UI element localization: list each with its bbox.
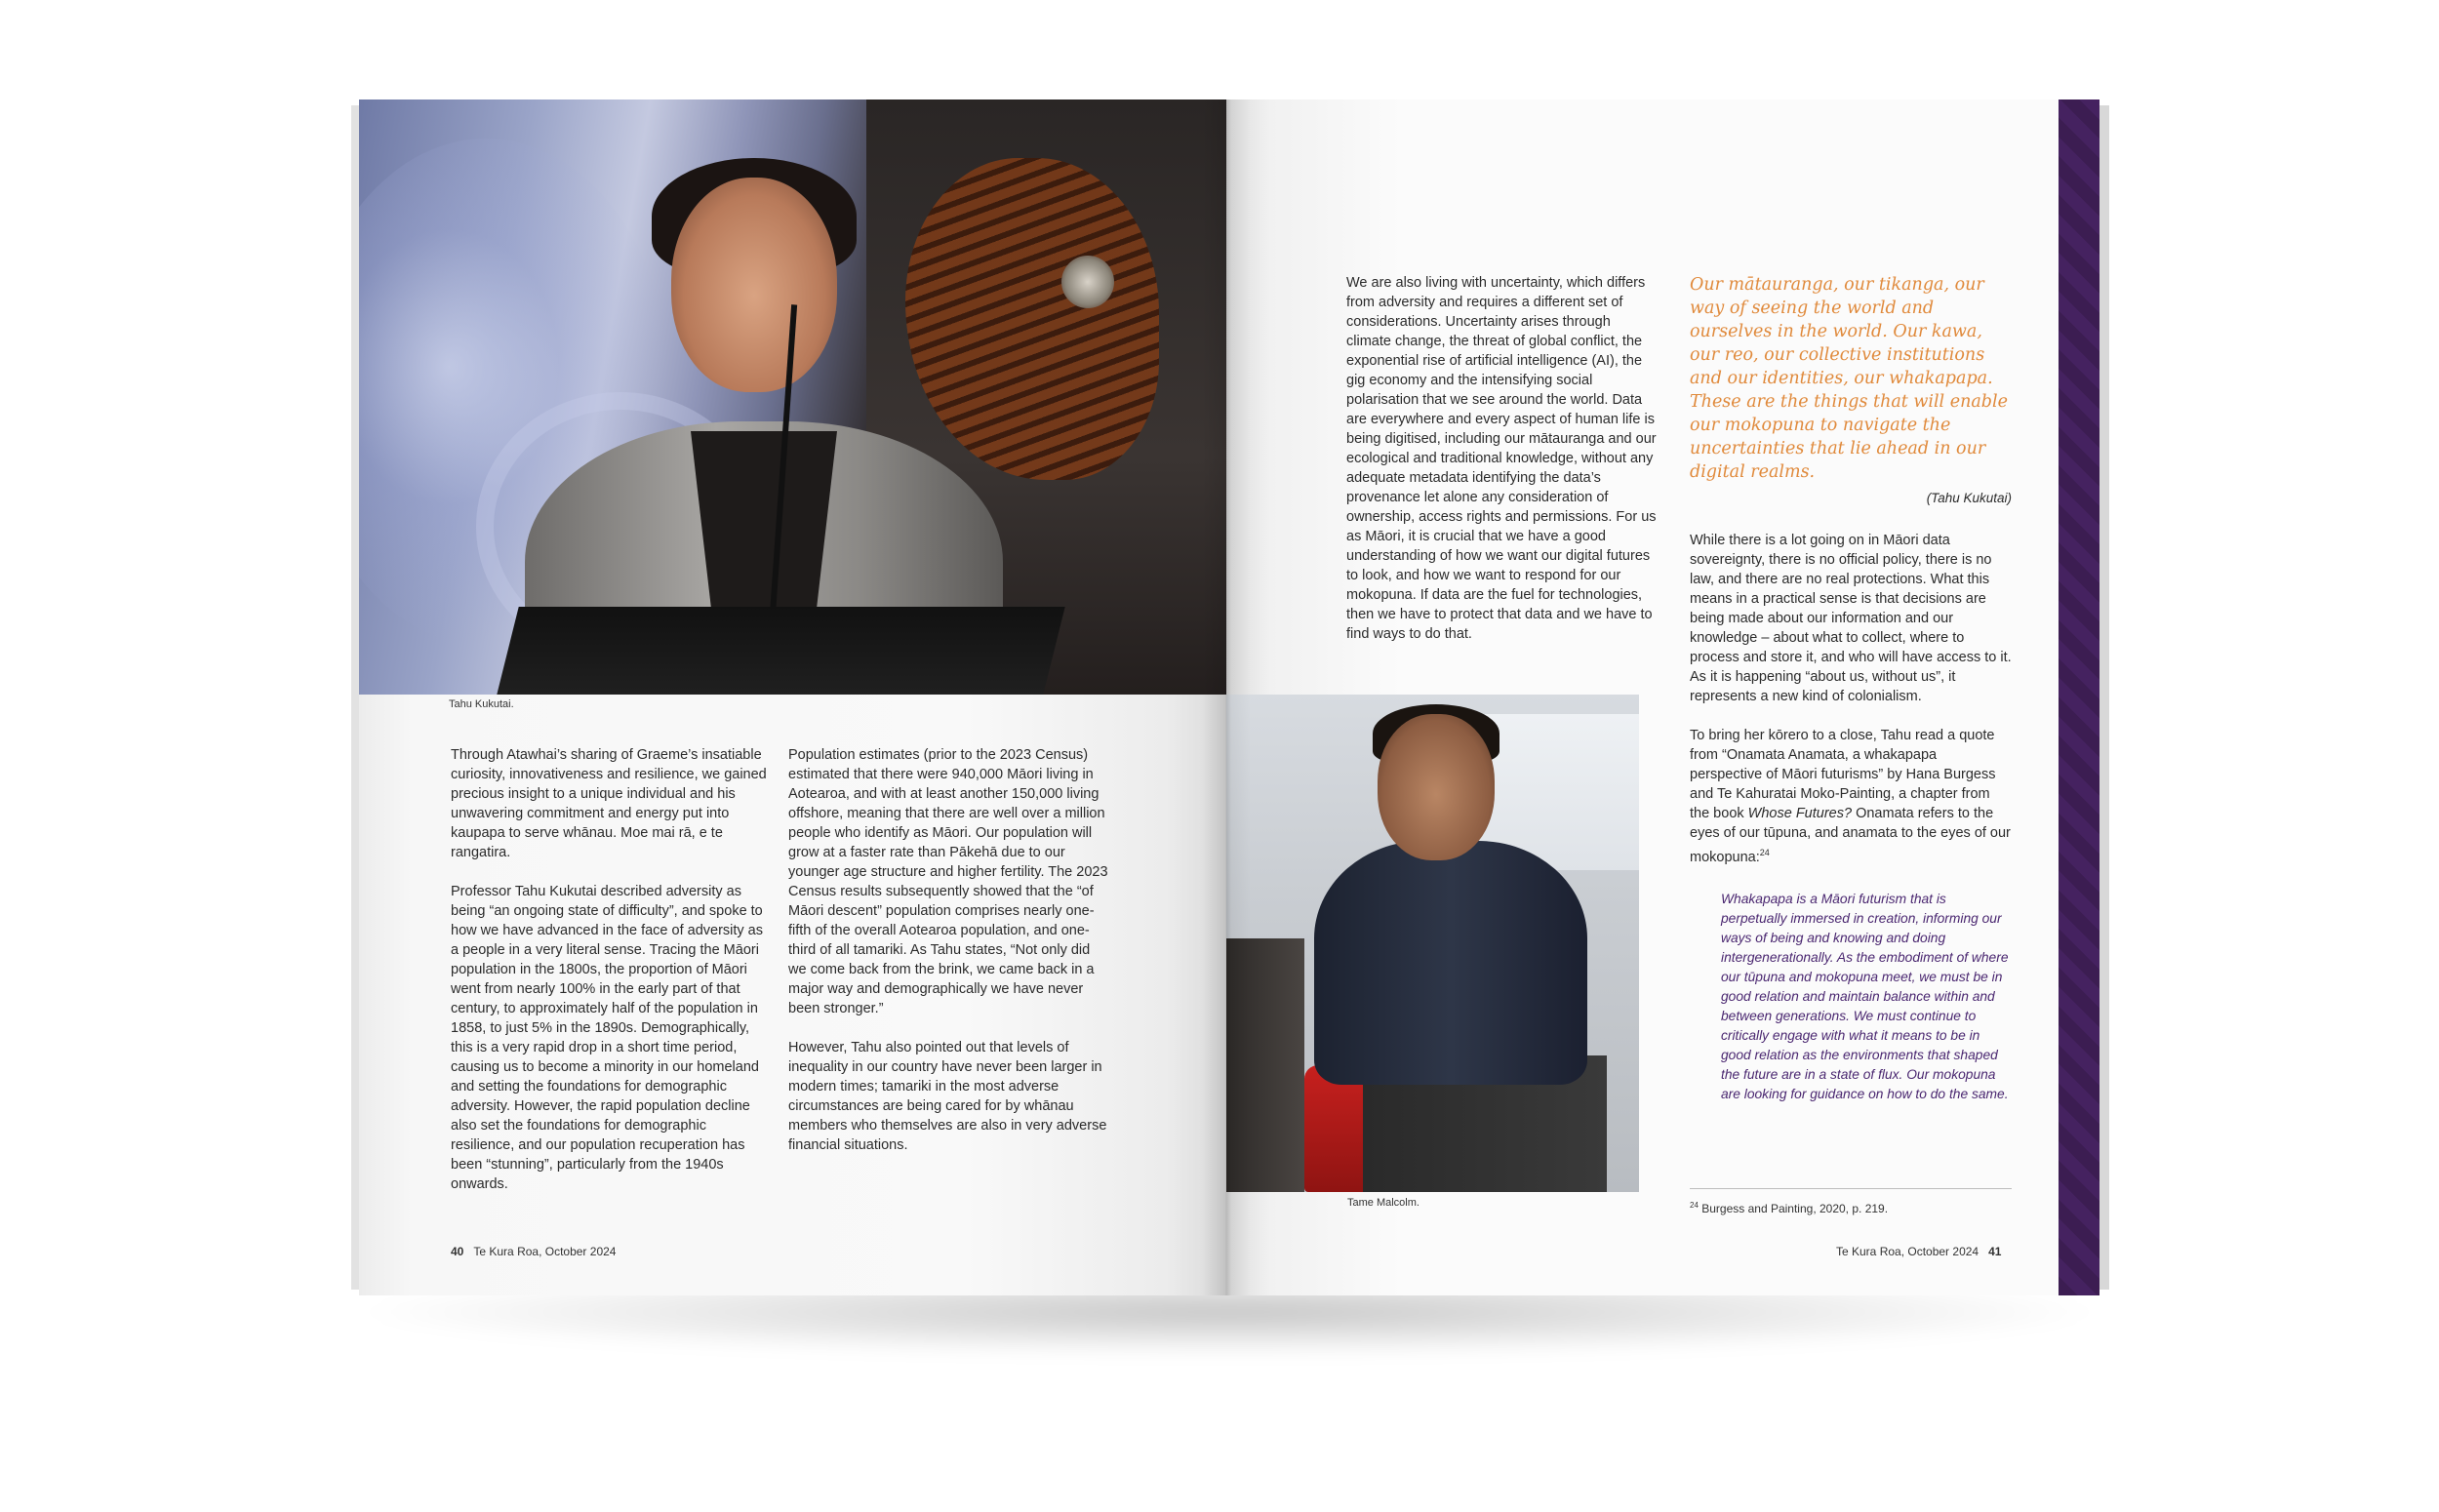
paragraph: Professor Tahu Kukutai described adversity as being “an ongoing state of difficulty”, and spoke to how we have advanced in the face of adversity as a people in a very literal sense. Tracing the Māori population in the 1800s, the proportion of Māori went from nearly 100% in the early part of that century, to approximately half of the population in 1858, to just 5% in the 1890s. Demographically, this is a very rapid drop in a short time period, causing us to become a minority in our homeland and setting the foundations for demographic adversity. However, the rapid population decline also set the foundations for demographic resilience, and our population recuperation has been “stunning”, particularly from the 1940s onwards. (451, 884, 763, 1192)
text-run: To bring her kōrero to a close, Tahu read a quote from “Onamata Anamata, a whakapapa perspective of Māori futurisms” by Hana Burgess and Te Kahuratai Moko-Painting, a chapter from the book (1690, 728, 1996, 821)
left-column-1 (451, 745, 773, 1214)
folio-left (451, 1245, 616, 1258)
footnote-text: Burgess and Painting, 2020, p. 219. (1698, 1202, 1889, 1215)
page-number: 40 (451, 1245, 464, 1258)
carving-paua-eye (1061, 256, 1114, 308)
pull-quote: Our mātauranga, our tikanga, our way of seeing the world and ourselves in the world. Our kawa, our reo, our collective institutions and our identities, our whakapapa. These are the things that will enable our mokopuna to navigate the uncertainties that lie ahead in our digital realms. (1690, 275, 2008, 482)
paragraph: While there is a lot going on in Māori data sovereignty, there is no official policy, there is no law, and there are no real protections. What this means in a practical sense is that decisions are being made about our information and our knowledge – about what to collect, where to process and store it, and who will have access to it. As it is happening “about us, without us”, it represents a new kind of colonialism. (1690, 533, 2012, 704)
dark-shirt (1314, 841, 1587, 1085)
photo-tame-malcolm (1226, 695, 1639, 1192)
photo-tahu-kukutai (359, 99, 1226, 695)
block-quote: Whakapapa is a Māori futurism that is perpetually immersed in creation, informing our ways of being and knowing and doing intergenerationally. As the embodiment of where our tūpuna and mokopuna meet, we must be in good relation and maintain balance within and between generations. We must continue to critically engage with what it means to be in good relation as the environments that shaped the future are in a state of flux. Our mokopuna are looking for guidance on how to do the same. (1721, 892, 2009, 1101)
paragraph: Through Atawhai’s sharing of Graeme’s insatiable curiosity, innovativeness and resilience, we gained precious insight to a unique individual and his unwavering commitment and energy put into kaupapa to serve whānau. Moe mai rā, e te rangatira. (451, 747, 767, 860)
paragraph (1690, 726, 2012, 867)
page-stack-left (351, 105, 359, 1290)
pull-quote-attribution: (Tahu Kukutai) (1926, 491, 2012, 505)
footnote-ref[interactable]: 24 (1759, 848, 1770, 857)
purple-pattern-band (2059, 99, 2099, 1295)
page-stack-right (2099, 105, 2109, 1290)
footnote-number: 24 (1690, 1201, 1699, 1210)
folio-title: Te Kura Roa, October 2024 (473, 1245, 617, 1258)
folio-right (1836, 1245, 2001, 1258)
caption-tame: Tame Malcolm. (1347, 1197, 1419, 1209)
footnote-divider (1690, 1188, 2012, 1189)
folio-title: Te Kura Roa, October 2024 (1836, 1245, 1979, 1258)
adjacent-person (1226, 938, 1304, 1192)
right-column-1 (1346, 273, 1657, 663)
paragraph: However, Tahu also pointed out that levels of inequality in our country have never been larger in modern times; tamariki in the most adverse circumstances are being cared for by whānau members who themselves are also in very adverse financial situations. (788, 1040, 1107, 1153)
laughing-face (1378, 714, 1495, 860)
page-number: 41 (1988, 1245, 2002, 1258)
right-column-2 (1690, 531, 2012, 887)
paragraph: We are also living with uncertainty, which differs from adversity and requires a different set of considerations. Uncertainty arises through climate change, the threat of global conflict, the exponential rise of artificial intelligence (AI), the gig economy and the intensifying social polarisation that we see around the world. Data are everywhere and every aspect of human life is being digitised, including our mātauranga and our ecological and traditional knowledge, without any adequate metadata identifying the data’s provenance let alone any consideration of ownership, access rights and permissions. For us as Māori, it is crucial that we have a good understanding of how we want our digital futures to look, and how we want to respond for our mokopuna. If data are the fuel for technologies, then we have to protect that data and we have to find ways to do that. (1346, 275, 1657, 642)
footnote (1690, 1201, 1888, 1215)
text-run: Onamata refers to the eyes of our tūpuna, and anamata to the eyes of our mokopuna: (1690, 806, 2011, 865)
caption-tahu: Tahu Kukutai. (449, 698, 514, 710)
book-title: Whose Futures? (1747, 806, 1853, 821)
left-column-2 (788, 745, 1110, 1174)
podium (492, 607, 1064, 695)
paragraph: Population estimates (prior to the 2023 Census) estimated that there were 940,000 Māori living in Aotearoa, and with at least another 150,000 living offshore, meaning that there are well over a million people who identify as Māori. Our population will grow at a faster rate than Pākehā due to our younger age structure and higher fertility. The 2023 Census results subsequently showed that the “of Māori descent” population comprises nearly one-fifth of the overall Aotearoa population, and one-third of all tamariki. As Tahu states, “Not only did we come back from the brink, we came back in a major way and demographically we have never been stronger.” (788, 747, 1108, 1016)
speaker-face (671, 178, 837, 392)
